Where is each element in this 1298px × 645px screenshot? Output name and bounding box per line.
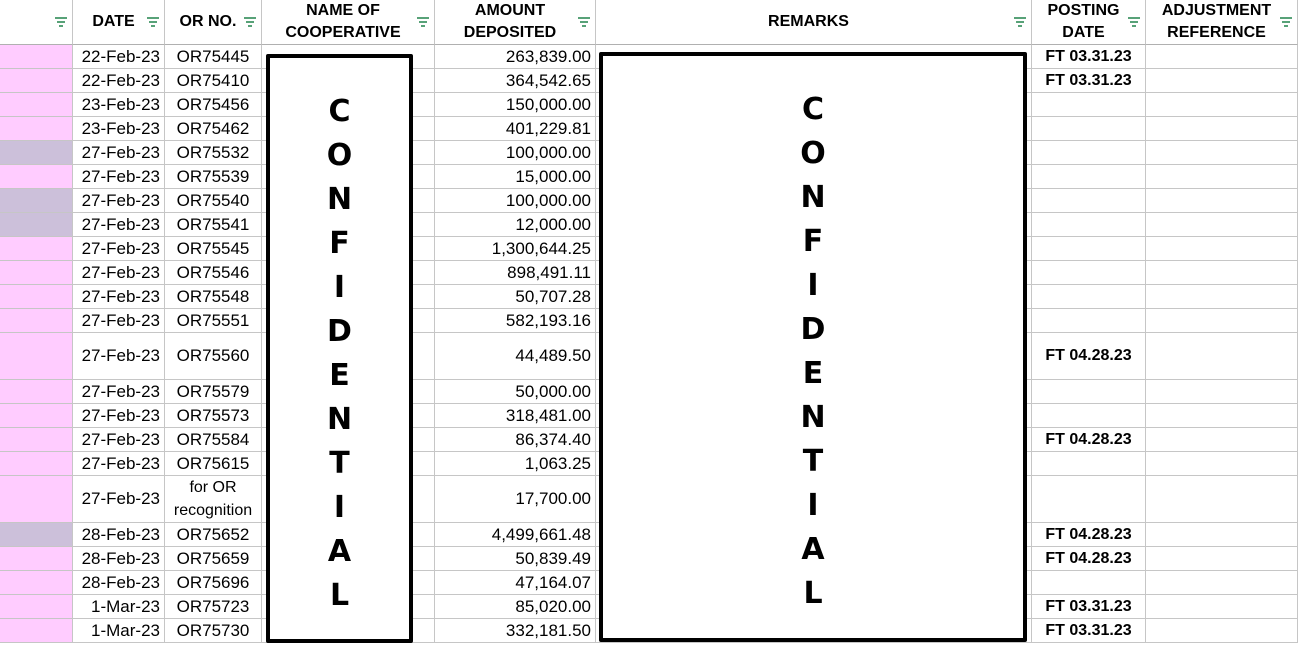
cell-or-no[interactable] [165,141,262,165]
cell-value: OR75584 [176,429,250,449]
cell-posting[interactable] [1032,452,1146,476]
cell-posting[interactable] [1032,333,1146,380]
cell-value: OR75541 [176,214,250,234]
cell-value: 898,491.11 [507,262,591,282]
confidential-letter: N [326,402,353,437]
cell-adjustment[interactable] [1146,165,1298,189]
cell-or-no[interactable] [165,261,262,285]
cell-value: 50,000.00 [515,381,591,401]
cell-adjustment[interactable] [1146,523,1298,547]
confidential-letter: N [800,400,826,435]
cell-value: 50,839.49 [515,548,591,568]
row-highlight-cell[interactable] [0,380,73,404]
row-highlight-cell[interactable] [0,452,73,476]
confidential-letter: O [326,138,353,173]
cell-date[interactable] [73,141,165,165]
cell-adjustment[interactable] [1146,333,1298,380]
cell-amount[interactable] [435,285,596,309]
cell-or-no[interactable] [165,571,262,595]
cell-posting[interactable] [1032,117,1146,141]
cell-value: 22-Feb-23 [81,46,160,66]
cell-value: 44,489.50 [515,346,591,365]
cell-adjustment[interactable] [1146,619,1298,643]
cell-value: OR75445 [176,46,250,66]
cell-posting[interactable] [1032,213,1146,237]
cell-value: 27-Feb-23 [81,142,160,162]
confidential-letter: I [333,270,346,305]
column-header-label: ADJUSTMENT REFERENCE [1161,2,1272,41]
cell-value: 27-Feb-23 [81,286,160,306]
column-header-date[interactable] [73,0,165,45]
row-highlight-cell[interactable] [0,45,73,69]
cell-value: 27-Feb-23 [81,238,160,258]
cell-amount[interactable] [435,309,596,333]
cell-or-no[interactable] [165,547,262,571]
cell-amount[interactable] [435,165,596,189]
cell-or-no[interactable] [165,380,262,404]
cell-posting[interactable] [1032,69,1146,93]
row-highlight-cell[interactable] [0,595,73,619]
cell-posting[interactable] [1032,285,1146,309]
cell-date[interactable] [73,595,165,619]
cell-amount[interactable] [435,117,596,141]
confidential-overlay-cooperative [266,54,413,643]
cell-value: OR75551 [176,310,250,330]
row-highlight-cell[interactable] [0,523,73,547]
cell-amount[interactable] [435,428,596,452]
cell-amount[interactable] [435,619,596,643]
cell-value: OR75579 [176,381,250,401]
cell-date[interactable] [73,547,165,571]
cell-posting[interactable] [1032,93,1146,117]
cell-value: 12,000.00 [515,214,591,234]
cell-amount[interactable] [435,237,596,261]
cell-value: 4,499,661.48 [491,524,591,544]
cell-value: 27-Feb-23 [81,166,160,186]
cell-value: OR75462 [176,118,250,138]
cell-date[interactable] [73,571,165,595]
row-highlight-cell[interactable] [0,213,73,237]
cell-value: 15,000.00 [515,166,591,186]
confidential-letter: A [327,534,352,569]
cell-value: 86,374.40 [515,429,591,449]
row-highlight-cell[interactable] [0,404,73,428]
cell-amount[interactable] [435,571,596,595]
cell-amount[interactable] [435,261,596,285]
cell-value: OR75532 [176,142,250,162]
cell-date[interactable] [73,261,165,285]
cell-adjustment[interactable] [1146,93,1298,117]
cell-amount[interactable] [435,595,596,619]
cell-amount[interactable] [435,547,596,571]
filter-icon[interactable] [1127,17,1141,27]
confidential-letter: D [327,314,352,349]
confidential-letter: O [800,136,826,171]
cell-value: 100,000.00 [505,142,591,162]
cell-posting[interactable] [1032,261,1146,285]
column-header-label: DATE [92,13,135,30]
cell-value: 50,707.28 [515,286,591,306]
column-header-adjustment[interactable] [1146,0,1298,45]
cell-value: FT 04.28.23 [1045,430,1132,448]
cell-date[interactable] [73,237,165,261]
filter-icon[interactable] [577,17,591,27]
cell-date[interactable] [73,428,165,452]
cell-adjustment[interactable] [1146,213,1298,237]
cell-posting[interactable] [1032,428,1146,452]
cell-value: 100,000.00 [505,190,591,210]
cell-date[interactable] [73,189,165,213]
cell-date[interactable] [73,285,165,309]
cell-posting[interactable] [1032,547,1146,571]
confidential-letter: T [329,446,350,481]
row-highlight-cell[interactable] [0,69,73,93]
cell-amount[interactable] [435,523,596,547]
cell-amount[interactable] [435,69,596,93]
cell-posting[interactable] [1032,476,1146,523]
filter-icon[interactable] [54,17,68,27]
cell-or-no[interactable] [165,69,262,93]
row-highlight-cell[interactable] [0,571,73,595]
cell-or-no[interactable] [165,93,262,117]
cell-adjustment[interactable] [1146,45,1298,69]
cell-adjustment[interactable] [1146,547,1298,571]
cell-posting[interactable] [1032,237,1146,261]
cell-value: 27-Feb-23 [81,453,160,473]
cell-date[interactable] [73,93,165,117]
row-highlight-cell[interactable] [0,237,73,261]
column-header-label: REMARKS [768,13,849,30]
cell-value: 85,020.00 [515,596,591,616]
cell-value: for OR recognition [173,479,253,519]
cell-or-no[interactable] [165,452,262,476]
confidential-letter: F [802,224,824,259]
cell-adjustment[interactable] [1146,571,1298,595]
cell-date[interactable] [73,380,165,404]
row-highlight-cell[interactable] [0,141,73,165]
cell-or-no[interactable] [165,595,262,619]
cell-date[interactable] [73,117,165,141]
cell-value: OR75539 [176,166,250,186]
cell-value: OR75548 [176,286,250,306]
cell-or-no[interactable] [165,523,262,547]
cell-value: 22-Feb-23 [81,70,160,90]
cell-adjustment[interactable] [1146,404,1298,428]
cell-amount[interactable] [435,476,596,523]
cell-value: 318,481.00 [505,405,591,425]
column-header-marker[interactable] [0,0,73,45]
cell-amount[interactable] [435,333,596,380]
cell-value: FT 03.31.23 [1045,597,1132,615]
row-highlight-cell[interactable] [0,93,73,117]
cell-value: OR75545 [176,238,250,258]
cell-adjustment[interactable] [1146,380,1298,404]
cell-or-no[interactable] [165,285,262,309]
column-header-label: POSTING DATE [1047,2,1120,41]
confidential-overlay-remarks [599,52,1027,642]
cell-or-no[interactable] [165,213,262,237]
cell-posting[interactable] [1032,165,1146,189]
cell-value: OR75573 [176,405,250,425]
cell-posting[interactable] [1032,619,1146,643]
cell-value: 1-Mar-23 [91,620,160,640]
cell-or-no[interactable] [165,309,262,333]
cell-amount[interactable] [435,213,596,237]
cell-value: OR75723 [176,596,250,616]
cell-or-no[interactable] [165,619,262,643]
cell-value: OR75696 [176,572,250,592]
filter-icon[interactable] [243,17,257,27]
column-header-amount[interactable] [435,0,596,45]
cell-date[interactable] [73,45,165,69]
cell-amount[interactable] [435,141,596,165]
cell-adjustment[interactable] [1146,69,1298,93]
cell-value: OR75659 [176,548,250,568]
cell-value: OR75456 [176,94,250,114]
cell-adjustment[interactable] [1146,141,1298,165]
cell-adjustment[interactable] [1146,476,1298,523]
cell-value: 27-Feb-23 [81,310,160,330]
confidential-letter: D [800,312,826,347]
cell-or-no[interactable] [165,237,262,261]
cell-value: FT 03.31.23 [1045,71,1132,89]
cell-adjustment[interactable] [1146,595,1298,619]
cell-value: FT 04.28.23 [1045,549,1132,567]
row-highlight-cell[interactable] [0,547,73,571]
cell-value: OR75540 [176,190,250,210]
cell-value: FT 04.28.23 [1045,347,1132,364]
column-header-label: NAME OF COOPERATIVE [285,2,401,41]
cell-posting[interactable] [1032,380,1146,404]
column-header-remarks[interactable] [596,0,1032,45]
cell-value: FT 03.31.23 [1045,47,1132,65]
cell-date[interactable] [73,619,165,643]
column-header-label: OR NO. [179,13,237,30]
confidential-letter: I [807,268,819,303]
confidential-letter: L [329,578,350,613]
confidential-letter: N [326,182,353,217]
cell-value: 27-Feb-23 [81,429,160,449]
row-highlight-cell[interactable] [0,333,73,380]
cell-value: 1-Mar-23 [91,596,160,616]
row-highlight-cell[interactable] [0,165,73,189]
cell-posting[interactable] [1032,45,1146,69]
cell-value: 27-Feb-23 [81,190,160,210]
filter-icon[interactable] [416,17,430,27]
cell-amount[interactable] [435,404,596,428]
cell-adjustment[interactable] [1146,285,1298,309]
cell-adjustment[interactable] [1146,309,1298,333]
cell-amount[interactable] [435,93,596,117]
cell-value: 332,181.50 [505,620,591,640]
cell-adjustment[interactable] [1146,189,1298,213]
row-highlight-cell[interactable] [0,117,73,141]
cell-value: OR75652 [176,524,250,544]
confidential-letter: L [803,576,823,611]
cell-value: OR75546 [176,262,250,282]
cell-adjustment[interactable] [1146,428,1298,452]
column-header-coop[interactable] [262,0,435,45]
cell-value: 364,542.65 [505,70,591,90]
row-highlight-cell[interactable] [0,261,73,285]
cell-or-no[interactable] [165,333,262,380]
cell-value: 263,839.00 [505,46,591,66]
cell-posting[interactable] [1032,404,1146,428]
cell-date[interactable] [73,523,165,547]
confidential-letter: A [801,532,825,567]
confidential-letter: F [329,226,350,261]
cell-or-no[interactable] [165,476,262,523]
confidential-letter: E [329,358,350,393]
cell-posting[interactable] [1032,141,1146,165]
cell-value: 28-Feb-23 [81,524,160,544]
cell-posting[interactable] [1032,189,1146,213]
filter-icon[interactable] [1013,17,1027,27]
cell-adjustment[interactable] [1146,117,1298,141]
cell-value: 28-Feb-23 [81,548,160,568]
cell-value: FT 03.31.23 [1045,621,1132,639]
cell-posting[interactable] [1032,309,1146,333]
cell-value: 1,063.25 [524,453,591,473]
cell-value: OR75615 [176,453,250,473]
cell-value: 17,700.00 [515,489,591,508]
column-header-label: AMOUNT DEPOSITED [463,2,557,41]
row-highlight-cell[interactable] [0,428,73,452]
cell-or-no[interactable] [165,45,262,69]
cell-or-no[interactable] [165,428,262,452]
cell-value: 28-Feb-23 [81,572,160,592]
cell-value: 27-Feb-23 [81,405,160,425]
cell-adjustment[interactable] [1146,452,1298,476]
cell-value: OR75410 [176,70,250,90]
cell-amount[interactable] [435,452,596,476]
cell-value: OR75560 [176,346,250,365]
confidential-letter: E [802,356,824,391]
cell-date[interactable] [73,404,165,428]
cell-value: 27-Feb-23 [81,489,160,508]
cell-posting[interactable] [1032,571,1146,595]
cell-date[interactable] [73,476,165,523]
cell-date[interactable] [73,69,165,93]
cell-date[interactable] [73,213,165,237]
cell-value: 23-Feb-23 [81,94,160,114]
filter-icon[interactable] [146,17,160,27]
cell-value: 27-Feb-23 [81,346,160,365]
cell-adjustment[interactable] [1146,237,1298,261]
confidential-letter: T [802,444,824,479]
confidential-letter: C [328,94,351,129]
cell-value: 401,229.81 [505,118,591,138]
cell-value: FT 04.28.23 [1045,525,1132,543]
cell-date[interactable] [73,452,165,476]
column-header-posting[interactable] [1032,0,1146,45]
row-highlight-cell[interactable] [0,619,73,643]
confidential-letter: C [801,92,825,127]
confidential-letter: N [800,180,826,215]
filter-icon[interactable] [1279,17,1293,27]
cell-amount[interactable] [435,45,596,69]
column-header-or-no[interactable] [165,0,262,45]
row-highlight-cell[interactable] [0,189,73,213]
cell-value: 27-Feb-23 [81,381,160,401]
cell-or-no[interactable] [165,189,262,213]
cell-value: 27-Feb-23 [81,262,160,282]
cell-value: 1,300,644.25 [491,238,591,258]
cell-value: OR75730 [176,620,250,640]
cell-value: 150,000.00 [505,94,591,114]
cell-value: 23-Feb-23 [81,118,160,138]
confidential-letter: I [807,488,819,523]
row-highlight-cell[interactable] [0,285,73,309]
cell-amount[interactable] [435,189,596,213]
cell-posting[interactable] [1032,523,1146,547]
cell-value: 27-Feb-23 [81,214,160,234]
cell-or-no[interactable] [165,117,262,141]
cell-value: 47,164.07 [515,572,591,592]
row-highlight-cell[interactable] [0,476,73,523]
cell-date[interactable] [73,309,165,333]
cell-adjustment[interactable] [1146,261,1298,285]
cell-posting[interactable] [1032,595,1146,619]
cell-or-no[interactable] [165,404,262,428]
cell-date[interactable] [73,165,165,189]
cell-date[interactable] [73,333,165,380]
cell-amount[interactable] [435,380,596,404]
cell-or-no[interactable] [165,165,262,189]
row-highlight-cell[interactable] [0,309,73,333]
cell-value: 582,193.16 [505,310,591,330]
confidential-letter: I [333,490,346,525]
